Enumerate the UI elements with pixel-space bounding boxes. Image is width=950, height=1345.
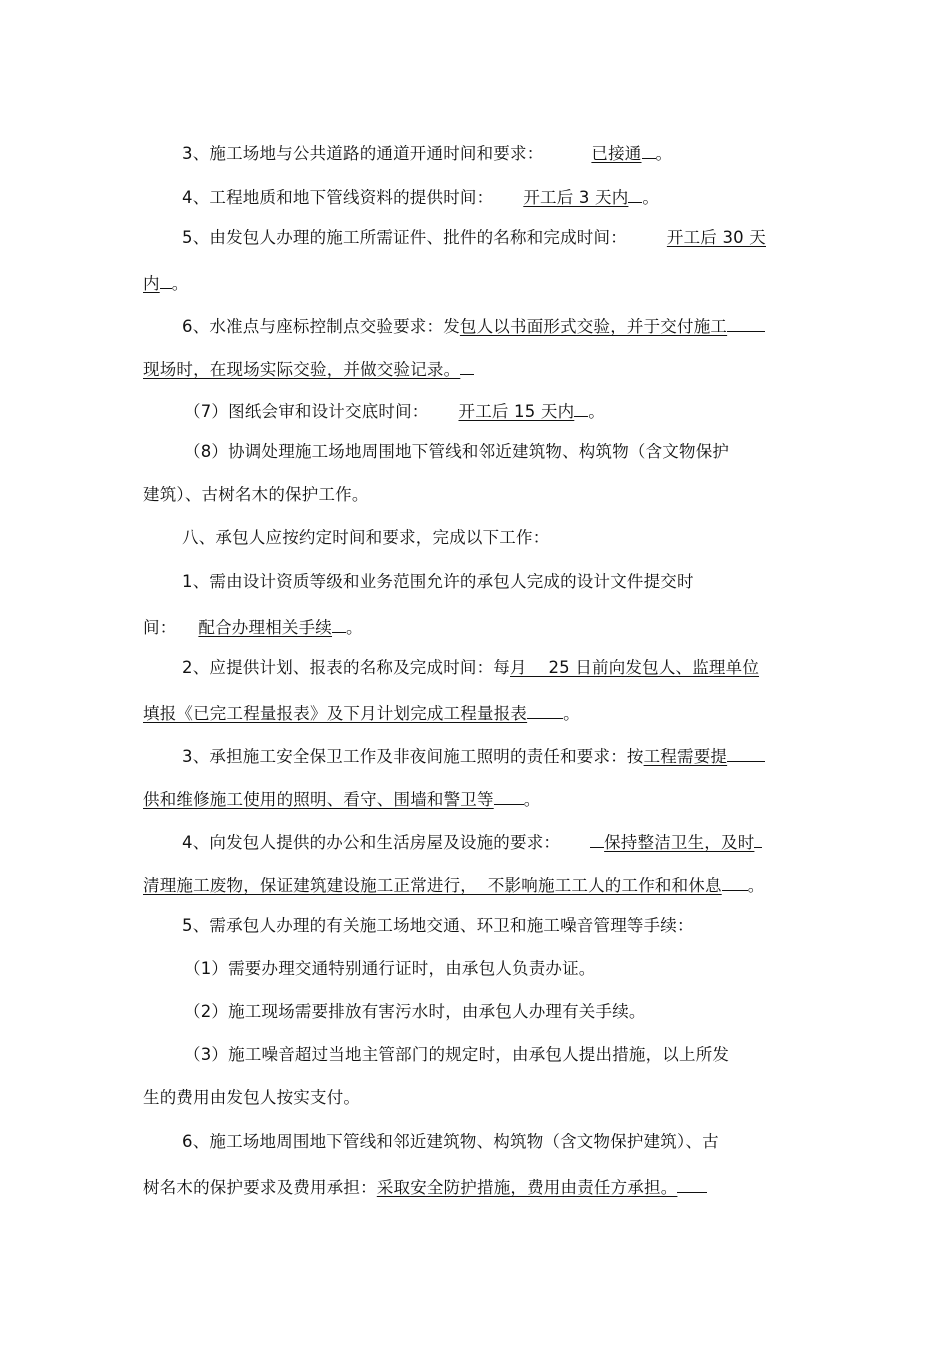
clause-7-5-line2 [143,270,808,295]
clause-8-3-value-b: 供和维修施工使用的照明、看守、围墙和警卫等 [143,790,494,809]
clause-8-6-label: 树名木的保护要求及费用承担： [143,1178,377,1197]
clause-8-4-value-b: 清理施工废物，保证建筑建设施工正常进行， 不影响施工工人的工作和和休息 [143,876,722,895]
clause-7-8-text-1: （8）协调处理施工场地周围地下管线和邻近建筑物、构筑物（含文物保护 [184,442,730,461]
clause-8-4-value-a: 保持整洁卫生，及时 [604,833,755,852]
clause-8-5-sub3-text-2: 生的费用由发包人按实支付。 [143,1088,361,1107]
clause-8-6-text-1: 6、施工场地周围地下管线和邻近建筑物、构筑物（含文物保护建筑）、古 [182,1132,719,1151]
clause-7-8-text-2: 建筑）、古树名木的保护工作。 [143,485,369,504]
clause-8-5-title [182,915,847,937]
clause-7-5-label: 5、由发包人办理的施工所需证件、批件的名称和完成时间： [182,228,627,247]
clause-8-5-sub3-text-1: （3）施工噪音超过当地主管部门的规定时，由承包人提出措施，以上所发 [184,1045,730,1064]
clause-8-2-label: 2、应提供计划、报表的名称及完成时间：每 [182,658,510,677]
clause-7-4-value: 开工后 3 天内 [523,188,629,207]
clause-7-4-end: 。 [642,188,660,207]
clause-7-6-line1 [182,313,847,338]
clause-8-5-sub3-line1 [184,1044,849,1066]
clause-7-4 [182,184,847,209]
clause-8-1-line2 [143,614,808,639]
clause-8-4-line2 [143,872,808,897]
clause-8-1-text-1: 1、需由设计资质等级和业务范围允许的承包人完成的设计文件提交时 [182,572,694,591]
clause-7-3-value: 已接通 [591,144,642,163]
clause-8-4-line1 [182,829,847,854]
clause-8-5-sub1-text: （1）需要办理交通特别通行证时，由承包人负责办证。 [184,959,596,978]
clause-8-3-value-a: 工程需要提 [643,747,728,766]
clause-7-3-end: 。 [655,144,673,163]
clause-7-5-value-a: 开工后 30 天 [666,228,766,247]
clause-7-7-end: 。 [588,402,605,421]
clause-7-8-line1 [184,441,849,463]
clause-8-5-sub2-text: （2）施工现场需要排放有害污水时，由承包人办理有关手续。 [184,1002,646,1021]
clause-7-3-label: 3、施工场地与公共道路的通道开通时间和要求： [182,144,544,163]
clause-7-5-end: 。 [171,274,189,293]
clause-8-1-label: 间： [143,618,177,637]
clause-8-6-line2 [143,1174,808,1199]
clause-8-5-title-text: 5、需承包人办理的有关施工场地交通、环卫和施工噪音管理等手续： [182,916,694,935]
section-8-title-text: 八、承包人应按约定时间和要求，完成以下工作： [182,528,550,547]
clause-8-1-end: 。 [346,618,363,637]
clause-7-6-label: 6、水准点与座标控制点交验要求：发 [182,317,460,336]
clause-8-3-line2 [143,786,808,811]
clause-8-2-line1 [182,657,847,679]
clause-8-5-sub2 [184,1001,849,1023]
clause-7-7 [184,398,849,423]
clause-8-4-end: 。 [747,876,765,895]
clause-7-8-line2 [143,484,808,506]
clause-7-7-label: （7）图纸会审和设计交底时间： [184,402,429,421]
clause-8-5-sub3-line2 [143,1087,808,1109]
clause-8-3-label: 3、承担施工安全保卫工作及非夜间施工照明的责任和要求：按 [182,747,644,766]
clause-7-6-value-a: 包人以书面形式交验，并于交付施工 [459,317,728,336]
section-8-title [182,527,847,549]
clause-7-6-line2 [143,356,808,381]
clause-8-1-line1 [182,571,847,593]
clause-8-6-value: 采取安全防护措施，费用由责任方承担。 [376,1178,678,1197]
clause-8-3-end: 。 [523,790,541,809]
clause-8-1-value: 配合办理相关手续 [198,618,333,637]
clause-8-5-sub1 [184,958,849,980]
clause-8-2-end: 。 [563,704,580,723]
clause-7-7-value: 开工后 15 天内 [458,402,575,421]
clause-7-5-value-b: 内 [143,274,160,293]
clause-8-2-value-b: 填报《已完工程量报表》及下月计划完成工程量报表 [143,704,528,723]
clause-8-4-label: 4、向发包人提供的办公和生活房屋及设施的要求： [182,833,561,852]
clause-7-4-label: 4、工程地质和地下管线资料的提供时间： [182,188,494,207]
clause-8-2-line2 [143,700,808,725]
clause-7-6-value-b: 现场时，在现场实际交验，并做交验记录。 [143,360,461,379]
clause-8-3-line1 [182,743,847,768]
clause-7-5-line1 [182,227,847,249]
clause-8-2-value-a: 月 25 日前向发包人、监理单位 [510,658,760,677]
clause-7-3 [182,140,847,165]
clause-8-6-line1 [182,1131,847,1153]
